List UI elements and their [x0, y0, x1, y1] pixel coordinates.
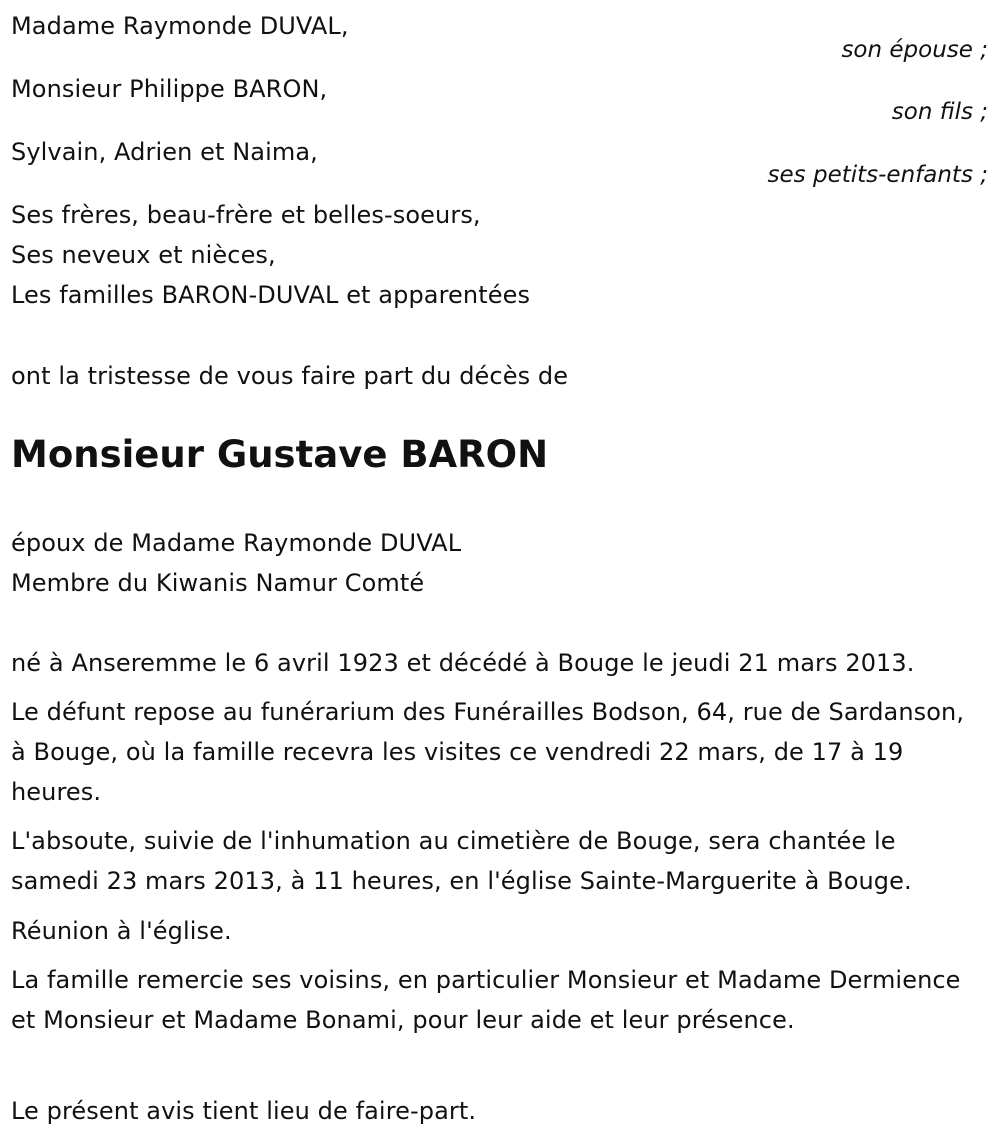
family-member-name: Sylvain, Adrien et Naima,: [11, 138, 318, 166]
thanks-paragraph: La famille remercie ses voisins, en particulier Monsieur et Madame Dermience et Monsieur et Madame Bonami, pour leur aide et leur présence.: [11, 966, 961, 1034]
family-member-relation: son épouse ;: [841, 37, 988, 63]
announcement-text: ont la tristesse de vous faire part du décès de: [11, 362, 569, 390]
family-member-relation: ses petits-enfants ;: [767, 162, 988, 188]
other-relatives-line: Ses neveux et nièces,: [11, 241, 276, 269]
visitation-paragraph: Le défunt repose au funérarium des Funérailles Bodson, 64, rue de Sardanson, à Bouge, où la famille recevra les visites ce vendredi 22 mars, de 17 à 19 heures.: [11, 698, 965, 806]
other-relatives-line: Ses frères, beau-frère et belles-soeurs,: [11, 201, 481, 229]
deceased-name: Monsieur Gustave BARON: [11, 433, 549, 476]
family-member-name: Madame Raymonde DUVAL,: [11, 12, 349, 40]
family-member-relation: son fils ;: [891, 99, 988, 125]
birth-death-paragraph: né à Anseremme le 6 avril 1923 et décédé à Bouge le jeudi 21 mars 2013.: [11, 649, 915, 677]
funeral-paragraph: L'absoute, suivie de l'inhumation au cimetière de Bouge, sera chantée le samedi 23 mars 2013, à 11 heures, en l'église Sainte-Marguerite à Bouge.: [11, 827, 912, 895]
meeting-paragraph: Réunion à l'église.: [11, 917, 232, 945]
deceased-spouse: époux de Madame Raymonde DUVAL: [11, 529, 462, 557]
closing-paragraph: Le présent avis tient lieu de faire-part.: [11, 1097, 477, 1125]
family-member-name: Monsieur Philippe BARON,: [11, 75, 328, 103]
other-relatives-line: Les familles BARON-DUVAL et apparentées: [11, 281, 531, 309]
deceased-membership: Membre du Kiwanis Namur Comté: [11, 569, 425, 597]
